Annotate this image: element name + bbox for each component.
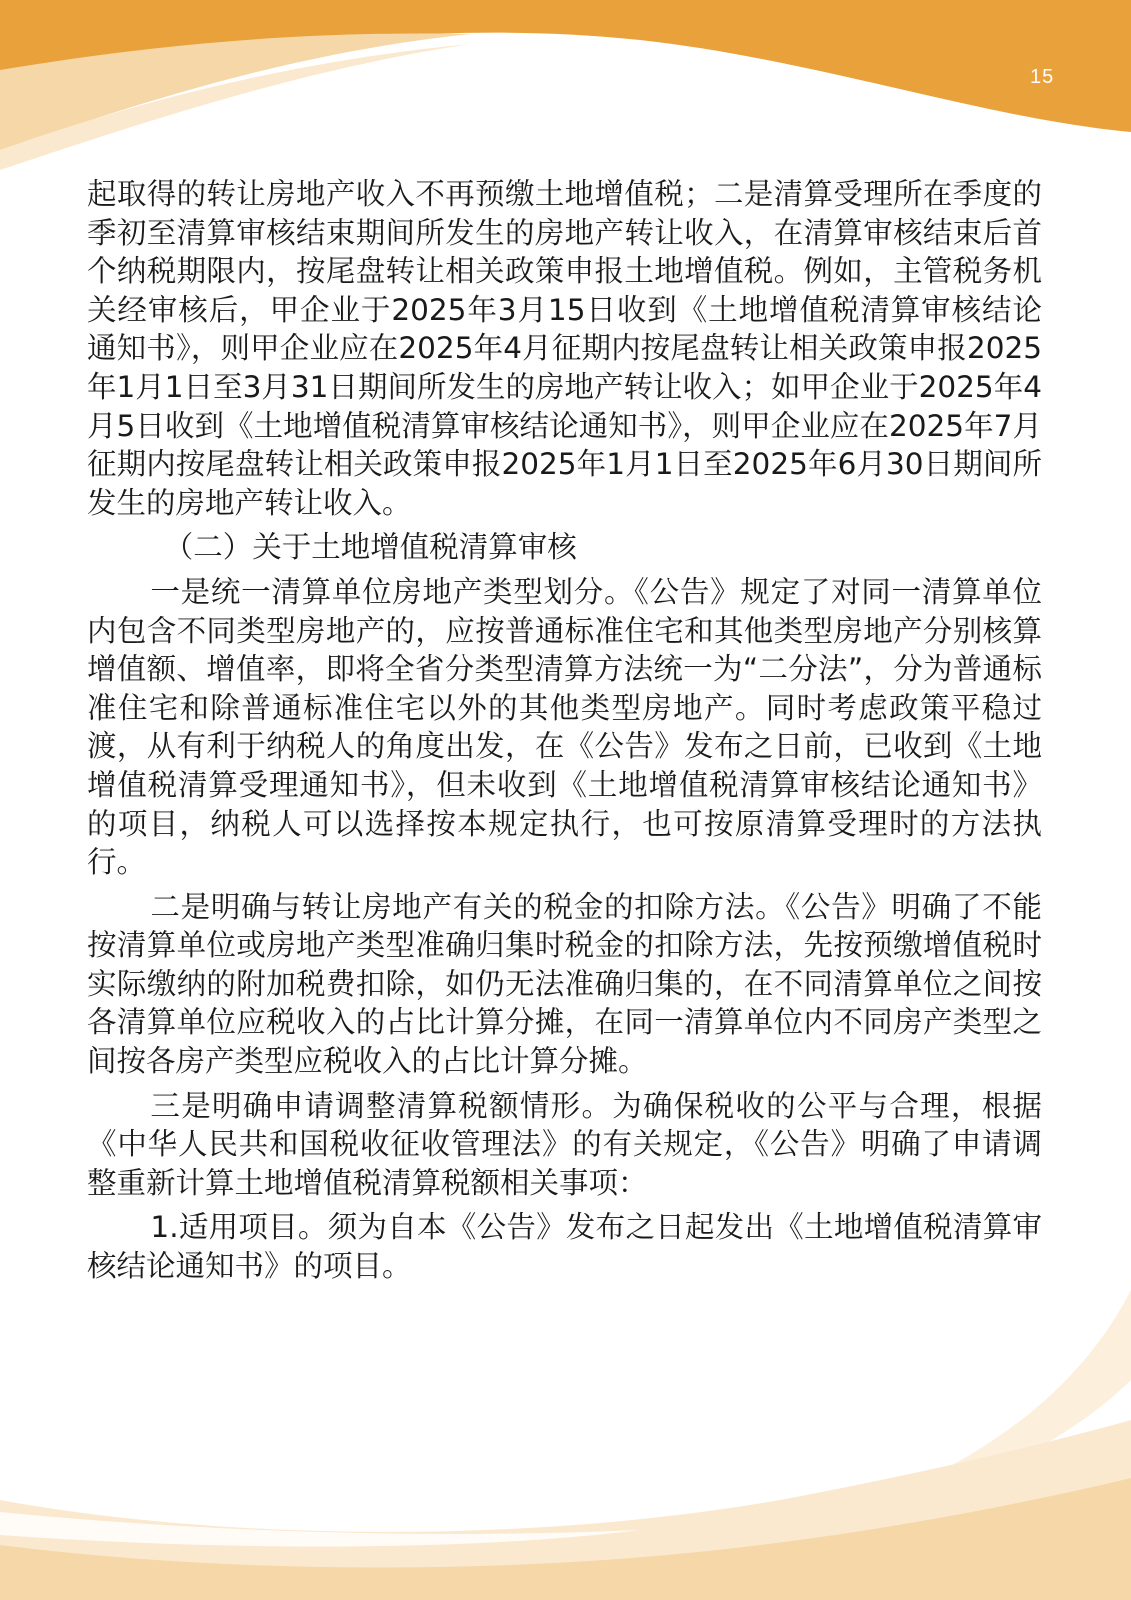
paragraph-point-two: 二是明确与转让房地产有关的税金的扣除方法。《公告》明确了不能按清算单位或房地产类型准确归集时税金的扣除方法，先按预缴增值税时实际缴纳的附加税费扣除，如仍无法准确归集的，在不同清算单位之间按各清算单位应税收入的占比计算分摊，在同一清算单位内不同房产类型之间按各房产类型应税收入的占比计算分摊。 (87, 889, 1042, 1079)
body-text (87, 175, 1042, 1292)
paragraph-point-one: 一是统一清算单位房地产类型划分。《公告》规定了对同一清算单位内包含不同类型房地产的，应按普通标准住宅和其他类型房地产分别核算增值额、增值率，即将全省分类型清算方法统一为“二分法”，分为普通标准住宅和除普通标准住宅以外的其他类型房地产。同时考虑政策平稳过渡，从有利于纳税人的角度出发，在《公告》发布之日前，已收到《土地增值税清算受理通知书》，但未收到《土地增值税清算审核结论通知书》的项目，纳税人可以选择按本规定执行，也可按原清算受理时的方法执行。 (87, 574, 1042, 880)
paragraph-item-1: 1.适用项目。须为自本《公告》发布之日起发出《土地增值税清算审核结论通知书》的项目。 (87, 1210, 1042, 1284)
section-heading: （二）关于土地增值税清算审核 (163, 530, 577, 565)
paragraph-continuation: 起取得的转让房地产收入不再预缴土地增值税；二是清算受理所在季度的季初至清算审核结束期间所发生的房地产转让收入，在清算审核结束后首个纳税期限内，按尾盘转让相关政策申报土地增值税。例如，主管税务机关经审核后，甲企业于2025年3月15日收到《土地增值税清算审核结论通知书》，则甲企业应在2025年4月征期内按尾盘转让相关政策申报2025年1月1日至3月31日期间所发生的房地产转让收入；如甲企业于2025年4月5日收到《土地增值税清算审核结论通知书》，则甲企业应在2025年7月征期内按尾盘转让相关政策申报2025年1月1日至2025年6月30日期间所发生的房地产转让收入。 (87, 177, 1042, 520)
paragraph-point-three: 三是明确申请调整清算税额情形。为确保税收的公平与合理，根据《中华人民共和国税收征收管理法》的有关规定，《公告》明确了申请调整重新计算土地增值税清算税额相关事项： (87, 1088, 1042, 1200)
page-number: 15 (1030, 66, 1055, 88)
